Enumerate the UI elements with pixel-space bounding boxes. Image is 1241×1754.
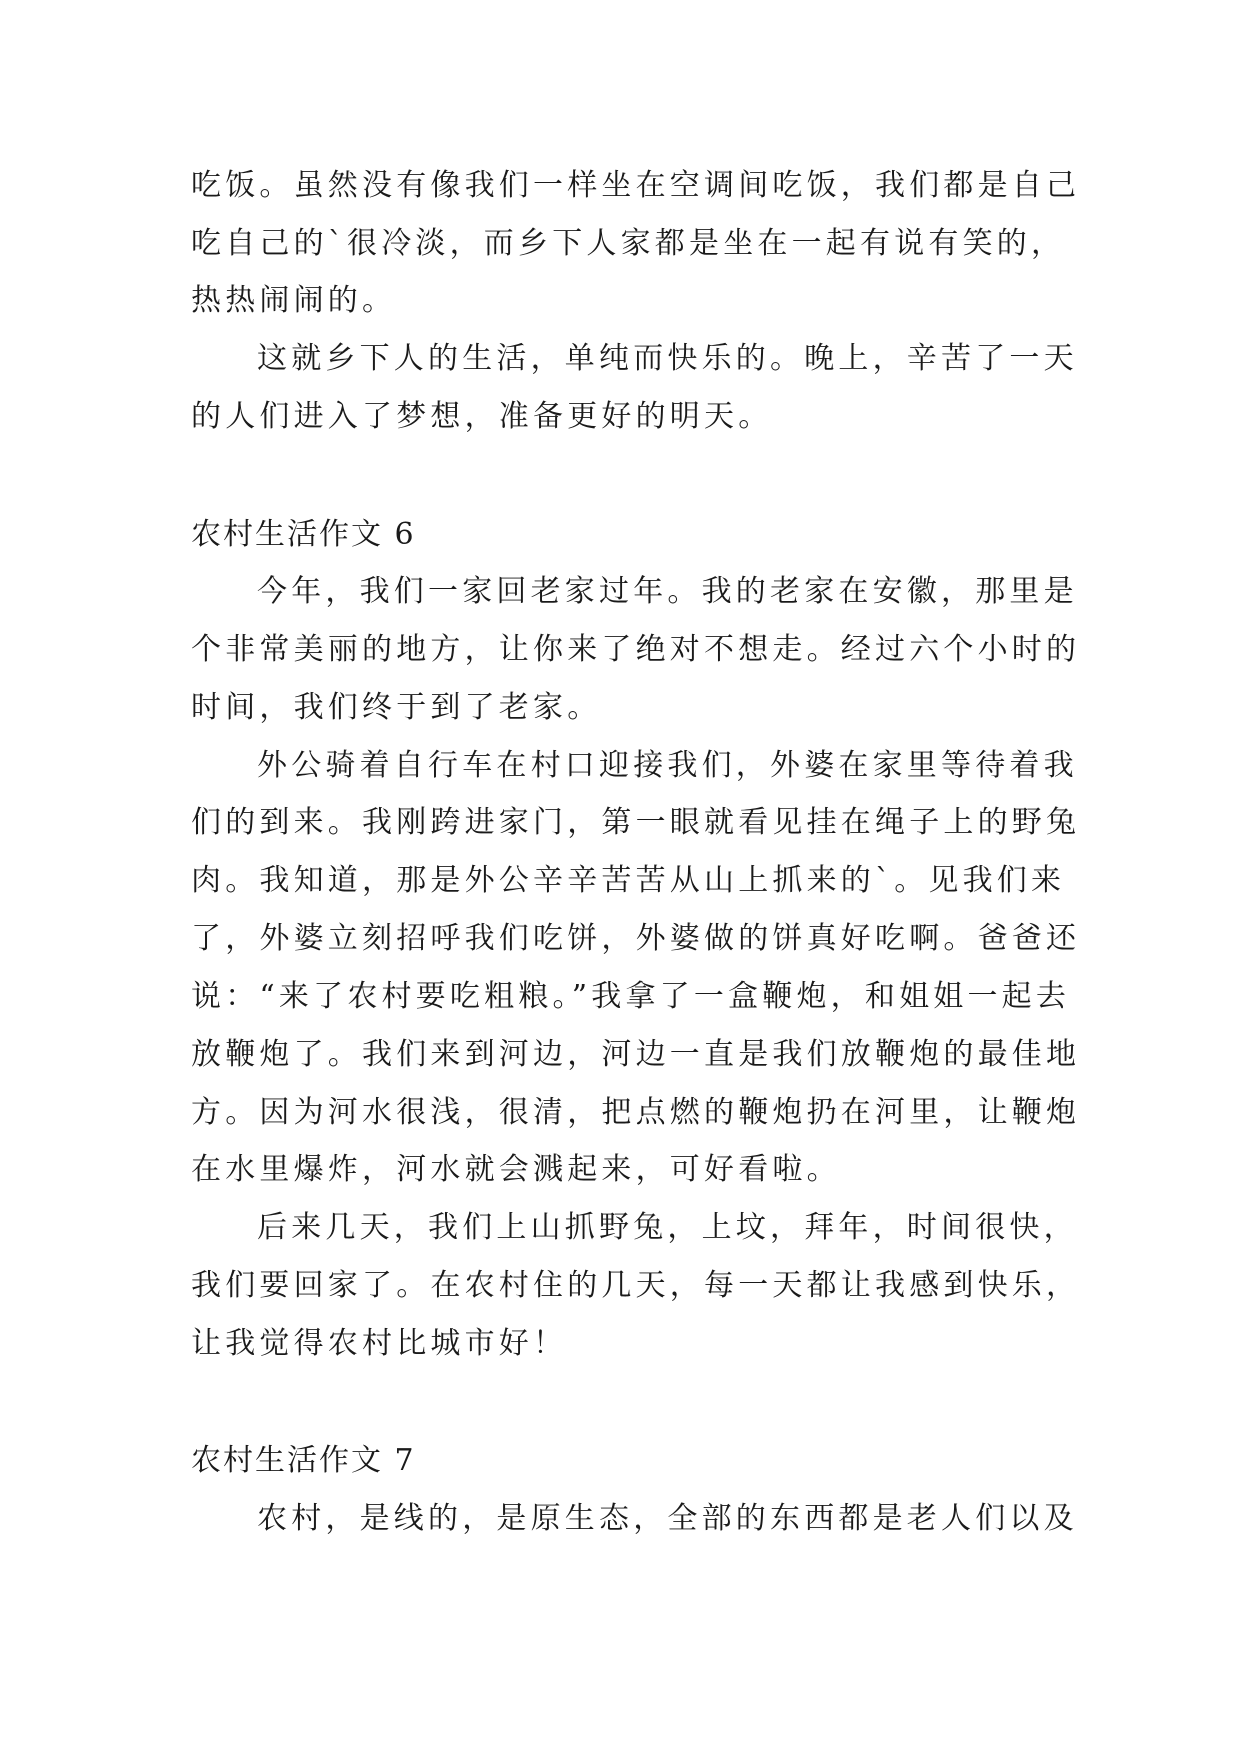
paragraph-first-line: 后来几天，我们上山抓野兔，上坟，拜年，时间很快， [257,1210,1078,1245]
paragraph-first-line: 外公骑着自行车在村口迎接我们，外婆在家里等待着我 [257,748,1078,783]
text-line: 个非常美丽的地方，让你来了绝对不想走。经过六个小时的 [191,632,1081,667]
text-line: 们的到来。我刚跨进家门，第一眼就看见挂在绳子上的野兔 [191,805,1081,840]
text-line: 肉。我知道，那是外公辛辛苦苦从山上抓来的`。见我们来 [191,863,1066,898]
text-line: 放鞭炮了。我们来到河边，河边一直是我们放鞭炮的最佳地 [191,1037,1081,1072]
text-line: 方。因为河水很浅，很清，把点燃的鞭炮扔在河里，让鞭炮 [191,1095,1081,1130]
paragraph-first-line: 今年，我们一家回老家过年。我的老家在安徽，那里是 [257,574,1078,609]
paragraph-first-line: 农村，是线的，是原生态，全部的东西都是老人们以及 [257,1501,1078,1536]
text-line: 了，外婆立刻招呼我们吃饼，外婆做的饼真好吃啊。爸爸还 [191,921,1081,956]
text-line: 吃自己的`很冷淡，而乡下人家都是坐在一起有说有笑的， [191,226,1066,261]
text-line: 让我觉得农村比城市好！ [191,1326,568,1361]
text-line: 在水里爆炸，河水就会溅起来，可好看啦。 [191,1152,841,1187]
section-heading: 农村生活作文 7 [191,1443,416,1478]
section-heading: 农村生活作文 6 [191,517,416,552]
text-line: 热热闹闹的。 [191,283,397,318]
paragraph-first-line: 这就乡下人的生活，单纯而快乐的。晚上，辛苦了一天 [257,341,1078,376]
text-line: 说：“来了农村要吃粗粮。”我拿了一盒鞭炮，和姐姐一起去 [191,979,1071,1014]
text-line: 吃饭。虽然没有像我们一样坐在空调间吃饭，我们都是自己 [191,168,1081,203]
text-line: 的人们进入了梦想，准备更好的明天。 [191,399,773,434]
text-line: 时间，我们终于到了老家。 [191,690,602,725]
text-line: 我们要回家了。在农村住的几天，每一天都让我感到快乐， [191,1268,1081,1303]
